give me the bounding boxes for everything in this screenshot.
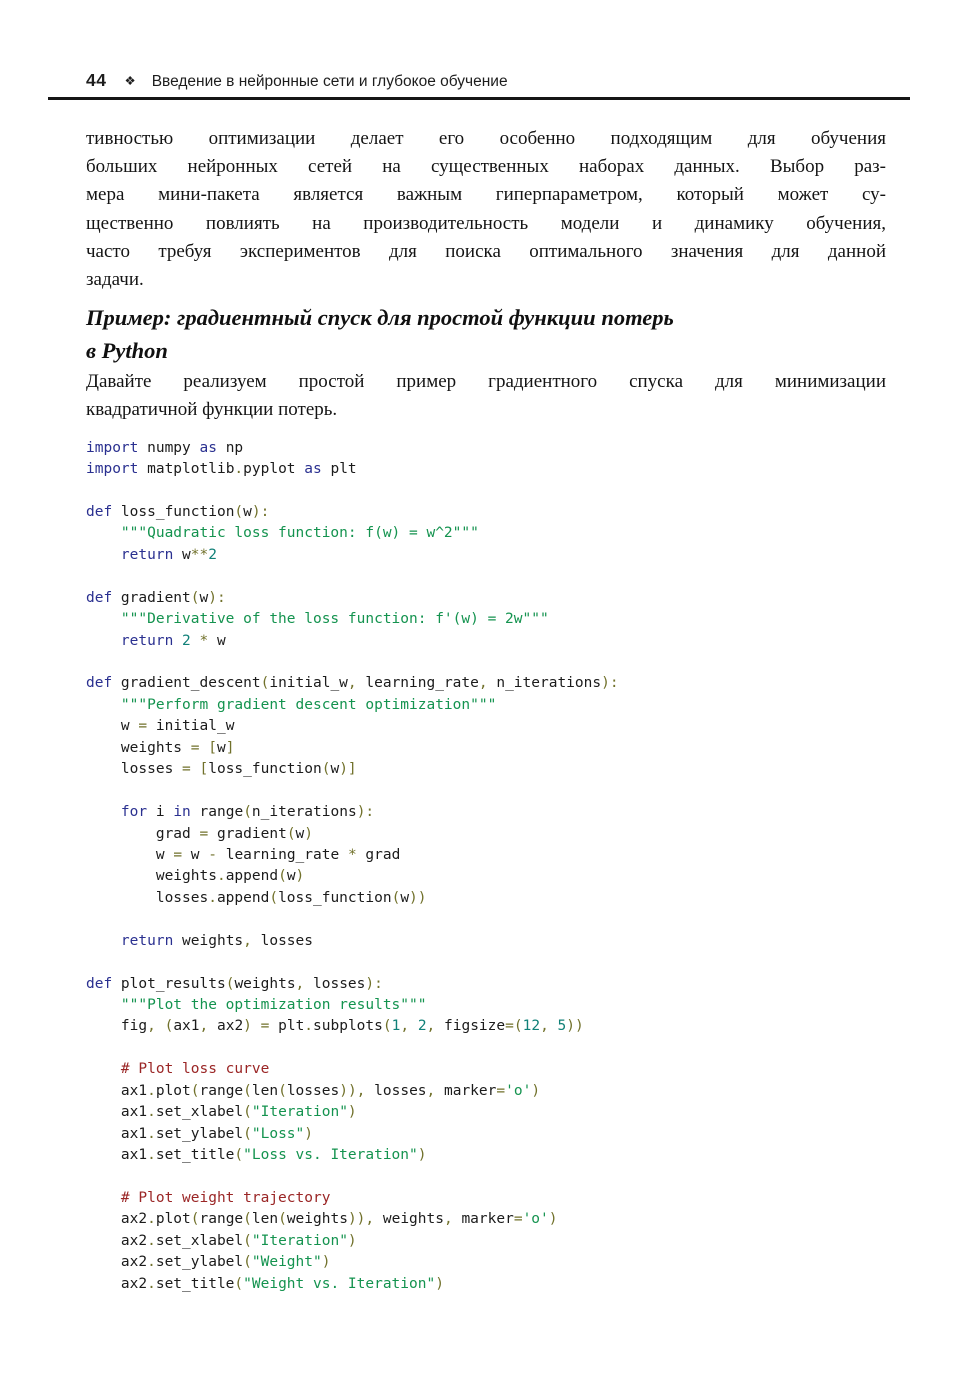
code-token-pl: range: [190, 804, 244, 821]
code-token-pl: gradient_descent: [112, 675, 261, 692]
code-token-pl: ax1: [86, 1104, 148, 1121]
code-token-op: *: [199, 632, 209, 649]
code-token-pl: losses: [251, 932, 313, 949]
code-token-op: *: [347, 846, 357, 863]
code-token-pl: [86, 633, 121, 649]
code-token-pl: [86, 525, 121, 541]
code-token-kw: in: [173, 804, 191, 821]
code-token-pl: pyplot: [243, 461, 305, 478]
code-token-pl: np: [216, 439, 244, 456]
code-line: [86, 802, 888, 823]
code-token-op: .: [208, 889, 217, 906]
code-token-pl: [173, 633, 182, 649]
code-line: [86, 481, 888, 502]
code-line: [86, 781, 888, 802]
code-line: [86, 652, 888, 673]
code-token-op: =: [173, 846, 183, 863]
code-token-pl: fig: [86, 1018, 148, 1035]
code-line: [86, 459, 888, 480]
code-token-st: "Loss": [251, 1125, 305, 1142]
code-token-pl: ax2: [86, 1254, 148, 1271]
text-line: задачи.: [86, 269, 144, 291]
code-token-pl: [191, 633, 200, 649]
code-token-op: ):: [356, 804, 375, 821]
code-token-op: =: [199, 825, 209, 842]
code-token-op: ): [417, 1147, 427, 1164]
code-token-op: [: [208, 739, 217, 756]
code-line: [86, 974, 888, 995]
code-token-nu: 1: [391, 1018, 401, 1035]
code-token-op: .: [147, 1082, 156, 1099]
code-token-st: "Weight vs. Iteration": [243, 1275, 436, 1292]
code-line: [86, 1209, 888, 1230]
code-token-op: .: [147, 1275, 156, 1292]
section-heading: [86, 301, 906, 367]
code-token-op: ): [243, 1018, 252, 1035]
code-token-st: "Loss vs. Iteration": [243, 1147, 418, 1164]
code-token-op: .: [147, 1104, 156, 1121]
code-token-pl: grad: [86, 825, 200, 842]
code-line: [86, 738, 888, 759]
code-token-pl: range: [199, 1211, 244, 1228]
text-line: Давайте реализуем простой пример градиентного спуска для минимизации: [86, 371, 886, 393]
code-token-pl: weights: [374, 1211, 444, 1228]
code-token-op: (: [321, 761, 331, 778]
code-token-pl: set_title: [155, 1147, 235, 1164]
code-token-pl: ax1: [86, 1147, 148, 1164]
code-token-pl: ax1: [86, 1082, 148, 1099]
code-token-op: .: [147, 1211, 156, 1228]
code-token-st: "Iteration": [251, 1104, 348, 1121]
code-line: [86, 1059, 888, 1080]
code-token-op: (: [190, 589, 200, 606]
code-token-op: )): [409, 889, 427, 906]
code-token-pl: [252, 1018, 261, 1034]
code-token-pl: ax2: [86, 1211, 148, 1228]
code-token-pl: weights: [86, 739, 191, 756]
code-token-pl: w: [400, 889, 410, 906]
code-token-kw: for: [120, 804, 148, 821]
code-token-op: -: [208, 846, 217, 863]
code-token-st: """Perform gradient descent optimization""": [120, 696, 497, 713]
text-line: тивностью оптимизации делает его особенно подходящим для обучения: [86, 128, 886, 149]
code-token-pl: [86, 547, 121, 563]
code-listing: [86, 438, 888, 1296]
code-token-pl: [86, 804, 121, 820]
code-token-op: ,: [443, 1211, 453, 1228]
running-title: Введение в нейронные сети и глубокое обучение: [151, 73, 508, 90]
code-token-op: ):: [251, 503, 270, 520]
code-token-pl: i: [147, 804, 174, 821]
code-token-st: 'o': [505, 1082, 532, 1099]
code-token-pl: w: [295, 825, 305, 842]
code-token-st: """Plot the optimization results""": [120, 997, 427, 1013]
code-token-nu: 5: [557, 1018, 567, 1035]
code-token-op: =: [138, 718, 148, 735]
code-line: [86, 759, 888, 780]
code-token-pl: w: [173, 546, 191, 563]
code-token-op: (: [164, 1018, 174, 1035]
code-token-nu: 2: [182, 632, 191, 649]
code-token-pl: len: [251, 1082, 279, 1099]
code-token-op: ): [304, 825, 314, 842]
code-token-op: (: [278, 1211, 287, 1228]
code-token-pl: [86, 997, 121, 1013]
code-token-pl: learning_rate: [216, 846, 348, 863]
code-token-pl: gradient: [112, 589, 191, 606]
code-token-pl: loss_function: [278, 889, 392, 906]
code-token-pl: gradient: [208, 825, 287, 842]
code-token-op: ,: [426, 1082, 436, 1099]
code-token-pl: ax2: [208, 1018, 244, 1035]
code-line: [86, 588, 888, 609]
code-token-op: ,: [478, 675, 488, 692]
header-rule: [48, 97, 910, 100]
code-token-op: ,: [400, 1018, 410, 1035]
code-token-pl: losses: [304, 975, 366, 992]
code-token-op: .: [216, 868, 226, 885]
code-token-op: (: [190, 1082, 200, 1099]
code-token-pl: n_iterations: [251, 804, 357, 821]
code-token-pl: len: [251, 1211, 279, 1228]
code-token-pl: range: [199, 1082, 244, 1099]
code-token-pl: learning_rate: [356, 675, 479, 692]
code-token-op: **: [190, 546, 209, 563]
code-token-op: [: [199, 761, 209, 778]
code-token-kw: as: [304, 461, 322, 478]
code-token-pl: ax2: [86, 1275, 148, 1292]
code-token-kw: import: [86, 439, 139, 456]
code-token-pl: losses: [365, 1082, 427, 1099]
code-line: [86, 609, 888, 630]
code-token-pl: set_xlabel: [155, 1104, 244, 1121]
code-token-nu: 2: [208, 546, 217, 563]
code-token-op: (: [243, 1232, 252, 1249]
code-token-st: """Quadratic loss function: f(w) = w^2""": [120, 525, 479, 542]
code-token-kw: return: [120, 932, 174, 949]
code-token-cm: # Plot weight trajectory: [120, 1189, 331, 1206]
code-token-pl: plt: [321, 461, 357, 478]
code-token-st: """Derivative of the loss function: f'(w) = 2w""": [120, 611, 549, 628]
code-token-pl: initial_w: [269, 675, 348, 692]
code-token-op: (: [269, 889, 279, 906]
code-token-pl: set_ylabel: [155, 1254, 244, 1271]
code-token-op: (: [234, 503, 244, 520]
code-token-op: ,: [295, 975, 305, 992]
code-token-pl: grad: [356, 846, 401, 863]
code-token-pl: [156, 1018, 165, 1034]
code-token-kw: def: [86, 503, 113, 520]
code-token-op: =: [182, 761, 191, 778]
code-token-pl: w: [182, 846, 209, 863]
code-line: [86, 1102, 888, 1123]
code-token-op: =: [513, 1211, 523, 1228]
code-line: [86, 673, 888, 694]
code-token-op: .: [147, 1147, 156, 1164]
code-token-op: )]: [339, 761, 357, 778]
code-token-op: (: [391, 889, 401, 906]
code-line: [86, 845, 888, 866]
text-line: щественно повлиять на производительность модели и динамику обучения,: [86, 212, 886, 234]
code-line: [86, 1252, 888, 1273]
code-token-pl: weights: [234, 975, 296, 992]
code-token-pl: set_ylabel: [155, 1125, 244, 1142]
code-line: [86, 502, 888, 523]
body-paragraph-2: [86, 368, 886, 424]
text-line: больших нейронных сетей на существенных наборах данных. Выбор раз-: [86, 156, 886, 178]
code-token-op: (: [286, 825, 296, 842]
code-line: [86, 866, 888, 887]
code-token-st: 'o': [522, 1211, 549, 1228]
code-token-op: (: [243, 1125, 252, 1142]
code-token-op: (: [278, 868, 287, 885]
code-token-kw: as: [199, 439, 217, 456]
code-line: [86, 1038, 888, 1059]
code-token-pl: w: [208, 632, 226, 649]
code-token-st: "Weight": [251, 1254, 322, 1271]
code-token-pl: loss_function: [208, 761, 322, 778]
code-token-pl: [86, 611, 121, 627]
code-token-op: (: [234, 1275, 244, 1292]
code-line: [86, 1188, 888, 1209]
diamond-separator-icon: ❖: [124, 74, 136, 88]
code-token-op: ): [548, 1211, 558, 1228]
code-token-op: (: [243, 1104, 252, 1121]
code-token-pl: [86, 1061, 121, 1077]
code-token-op: ):: [365, 975, 383, 992]
code-token-op: ,: [347, 675, 357, 692]
code-token-op: =(: [505, 1018, 523, 1035]
code-line: [86, 824, 888, 845]
text-line: часто требуя экспериментов для поиска оптимального значения для данной: [86, 240, 886, 262]
code-token-pl: [549, 1018, 558, 1034]
code-token-op: =: [496, 1082, 506, 1099]
code-token-nu: 12: [522, 1018, 541, 1035]
code-token-pl: ax1: [86, 1125, 148, 1142]
code-token-op: )),: [347, 1211, 375, 1228]
code-token-pl: w: [216, 739, 226, 756]
code-token-op: ): [347, 1232, 357, 1249]
code-token-op: )),: [339, 1082, 366, 1099]
code-token-pl: w: [330, 761, 340, 778]
code-token-op: .: [234, 461, 244, 478]
code-token-op: (: [382, 1018, 392, 1035]
code-token-pl: figsize: [435, 1018, 506, 1035]
code-line: [86, 909, 888, 930]
code-line: [86, 631, 888, 652]
code-token-op: (: [234, 1147, 244, 1164]
code-token-pl: matplotlib: [138, 461, 235, 478]
code-token-pl: w: [86, 718, 139, 735]
code-token-pl: plt: [269, 1018, 305, 1035]
code-line: [86, 523, 888, 544]
code-token-op: ]: [225, 739, 235, 756]
code-line: [86, 1124, 888, 1145]
code-token-pl: plot_results: [112, 975, 226, 992]
code-token-op: (: [225, 975, 235, 992]
code-token-pl: plot: [155, 1211, 191, 1228]
code-line: [86, 931, 888, 952]
code-token-op: .: [304, 1018, 314, 1035]
text-line: в Python: [86, 338, 168, 364]
code-token-cm: # Plot loss curve: [120, 1061, 270, 1078]
code-token-op: ,: [243, 932, 252, 949]
code-token-pl: marker: [435, 1082, 497, 1099]
code-line: [86, 695, 888, 716]
code-token-pl: [86, 697, 121, 713]
code-token-op: ): [321, 1254, 331, 1271]
code-line: [86, 566, 888, 587]
code-token-op: ): [347, 1104, 357, 1121]
page-header: [86, 70, 888, 91]
code-token-pl: ax1: [173, 1018, 200, 1035]
code-line: [86, 1231, 888, 1252]
code-token-op: ):: [601, 675, 619, 692]
code-token-kw: return: [120, 546, 174, 563]
code-token-op: (: [260, 675, 270, 692]
code-token-op: ): [295, 868, 305, 885]
code-token-kw: def: [86, 975, 113, 992]
code-token-op: .: [147, 1254, 156, 1271]
code-token-kw: return: [120, 632, 174, 649]
code-token-pl: [86, 933, 121, 949]
code-token-op: ): [304, 1125, 314, 1142]
code-token-op: .: [147, 1232, 156, 1249]
code-line: [86, 716, 888, 737]
code-token-pl: ax2: [86, 1232, 148, 1249]
code-token-op: ): [531, 1082, 541, 1099]
body-paragraph-1: [86, 125, 886, 294]
code-token-pl: w: [286, 868, 296, 885]
page-number: 44: [86, 70, 107, 90]
code-token-pl: losses: [86, 889, 209, 906]
code-line: [86, 1167, 888, 1188]
code-token-pl: losses: [86, 761, 183, 778]
code-token-pl: append: [225, 868, 279, 885]
code-token-op: =: [260, 1018, 270, 1035]
code-token-pl: set_xlabel: [155, 1232, 244, 1249]
code-token-op: (: [243, 1082, 252, 1099]
code-token-pl: weights: [86, 868, 217, 885]
code-token-op: (: [243, 804, 252, 821]
code-token-pl: loss_function: [112, 503, 235, 520]
text-line: квадратичной функции потерь.: [86, 399, 338, 421]
code-token-pl: marker: [452, 1211, 514, 1228]
code-token-op: ,: [147, 1018, 156, 1035]
code-token-pl: w: [86, 846, 174, 863]
code-token-kw: import: [86, 461, 139, 478]
code-token-op: ,: [540, 1018, 549, 1035]
code-token-op: .: [147, 1125, 156, 1142]
code-token-op: )): [566, 1018, 584, 1035]
code-token-op: (: [190, 1211, 200, 1228]
text-line: мера мини-пакета является важным гиперпараметром, который может су-: [86, 184, 886, 206]
code-line: [86, 1274, 888, 1295]
code-token-pl: weights: [286, 1211, 348, 1228]
code-token-op: ):: [208, 589, 226, 606]
code-line: [86, 438, 888, 459]
code-token-pl: [200, 740, 209, 756]
code-line: [86, 545, 888, 566]
code-line: [86, 1081, 888, 1102]
code-token-nu: 2: [417, 1018, 427, 1035]
code-token-op: (: [243, 1211, 252, 1228]
code-token-pl: numpy: [138, 439, 200, 456]
code-token-pl: n_iterations: [487, 675, 602, 692]
code-token-op: ,: [426, 1018, 436, 1035]
code-token-op: (: [278, 1082, 287, 1099]
code-token-pl: [409, 1018, 418, 1034]
code-token-kw: def: [86, 675, 113, 692]
code-token-op: (: [243, 1254, 252, 1271]
code-token-pl: subplots: [313, 1018, 383, 1035]
code-token-pl: losses: [286, 1082, 340, 1099]
code-token-op: ): [435, 1275, 444, 1292]
code-token-op: =: [190, 739, 200, 756]
code-token-pl: w: [243, 503, 252, 520]
code-token-pl: append: [216, 889, 270, 906]
code-token-pl: [86, 1190, 121, 1206]
code-token-pl: weights: [173, 932, 244, 949]
code-line: [86, 995, 888, 1016]
code-token-pl: [191, 761, 200, 777]
code-token-st: "Iteration": [251, 1232, 348, 1249]
code-token-op: ,: [199, 1018, 209, 1035]
code-token-pl: initial_w: [147, 718, 235, 735]
code-line: [86, 888, 888, 909]
code-line: [86, 1016, 888, 1037]
code-token-pl: set_title: [155, 1275, 235, 1292]
code-token-pl: w: [199, 589, 209, 606]
text-line: Пример: градиентный спуск для простой функции потерь: [86, 305, 674, 331]
code-token-kw: def: [86, 589, 113, 606]
code-line: [86, 1145, 888, 1166]
code-token-pl: plot: [155, 1082, 191, 1099]
code-line: [86, 952, 888, 973]
